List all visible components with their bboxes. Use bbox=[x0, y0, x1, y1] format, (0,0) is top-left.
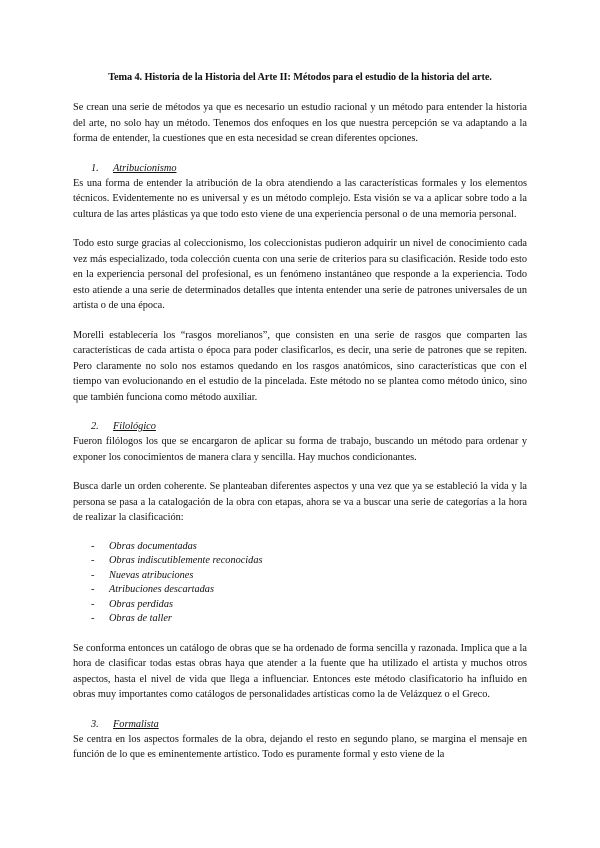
paragraph: Morelli establecería los “rasgos morelianos”, que consisten en una serie de rasgos que comparten las características de cada artista o época para poder clasificarlos, es decir, una serie de patrones que se repiten. Pero claramente no solo nos estamos quedando en los rasgos anatómicos, sino características que con el tiempo van evolucionando en el estudio de la pincelada. Este método no se plantea como método único, sino que también funciona como método auxiliar. bbox=[73, 329, 527, 403]
paragraph: Busca darle un orden coherente. Se planteaban diferentes aspectos y una vez que ya se estableció la vida y la persona se pasa a la catalogación de la obra con etapas, ahora se va a buscar una serie de categorías a la hora de realizar la clasificación: bbox=[73, 481, 527, 523]
section-label: Filológico bbox=[113, 421, 156, 432]
paragraph: Se centra en los aspectos formales de la obra, dejando el resto en segundo plano, se margina el mensaje en función de lo que es eminentemente artístico. Todo es puramente formal y esto viene de la bbox=[73, 733, 527, 760]
list-marker: - bbox=[91, 613, 95, 624]
section-heading-filologico bbox=[73, 419, 527, 434]
section-heading-atribucionismo bbox=[73, 161, 527, 176]
list-marker: - bbox=[91, 569, 95, 581]
paragraph: Es una forma de entender la atribución de la obra atendiendo a las características formales y los elementos técnicos. Evidentemente no es universal y es un método complejo. Esta visión se va a aplicar sobre todo a la cultura de las artes plásticas ya que todo esto viene de una experiencia personal o de una memoria personal. bbox=[73, 177, 527, 220]
section-heading-formalista bbox=[73, 717, 527, 732]
list-item-text: Obras indiscutiblemente reconocidas bbox=[109, 555, 263, 566]
paragraph: Fueron filólogos los que se encargaron de aplicar su forma de trabajo, buscando un método para ordenar y exponer los conocimientos de manera clara y sencilla. Hay muchos condicionantes. bbox=[73, 436, 527, 463]
section-number: 1. bbox=[91, 162, 99, 174]
list-item bbox=[91, 554, 527, 569]
section-number: 2. bbox=[91, 421, 99, 432]
section-number: 3. bbox=[91, 718, 99, 730]
list-marker: - bbox=[91, 540, 95, 552]
document-title: Tema 4. Historia de la Historia del Arte II: Métodos para el estudio de la historia del arte. bbox=[108, 72, 492, 83]
category-list bbox=[73, 540, 527, 627]
list-item-text: Obras documentadas bbox=[109, 540, 197, 552]
list-item bbox=[91, 540, 527, 555]
list-item-text: Atribuciones descartadas bbox=[109, 584, 214, 595]
list-item bbox=[91, 569, 527, 584]
section-label: Formalista bbox=[113, 718, 159, 730]
list-item bbox=[91, 612, 527, 627]
list-item-text: Obras de taller bbox=[109, 613, 172, 624]
list-item bbox=[91, 583, 527, 598]
paragraph: Todo esto surge gracias al coleccionismo, los coleccionistas pudieron adquirir un nivel de conocimiento cada vez más especializado, toda colección cuenta con una serie de criterios para su clasificación. Reside todo esto en la experiencia personal del profesional, es un fenómeno instantáneo que responde a la experiencia. Todo esto atiende a una serie de determinados detalles que intenta entender una serie de patrones universales de un artista o de una época. bbox=[73, 238, 527, 311]
section-label: Atribucionismo bbox=[113, 162, 177, 174]
list-marker: - bbox=[91, 584, 95, 595]
list-item-text: Obras perdidas bbox=[109, 598, 173, 610]
paragraph: Se conforma entonces un catálogo de obras que se ha ordenado de forma sencilla y razonada. Implica que a la hora de clasificar todas estas obras haya que atender a la fuente que ha utilizado el artista y muchos otros aspectos, hasta el nivel de vida que llega a influenciar. Entonces este método clasificatorio ha influido en obras muy importantes como catálogos de personalidades artísticas como la de Velázquez o el Greco. bbox=[73, 642, 527, 700]
list-item bbox=[91, 598, 527, 613]
list-marker: - bbox=[91, 555, 95, 566]
intro-paragraph: Se crean una serie de métodos ya que es necesario un estudio racional y un método para entender la historia del arte, no solo hay un método. Tenemos dos enfoques en los que nuestra percepción se va adaptando a la forma de entender, la cuestiones que en esta necesidad se crean diferentes opciones. bbox=[73, 102, 527, 144]
list-marker: - bbox=[91, 598, 95, 610]
list-item-text: Nuevas atribuciones bbox=[109, 569, 194, 581]
